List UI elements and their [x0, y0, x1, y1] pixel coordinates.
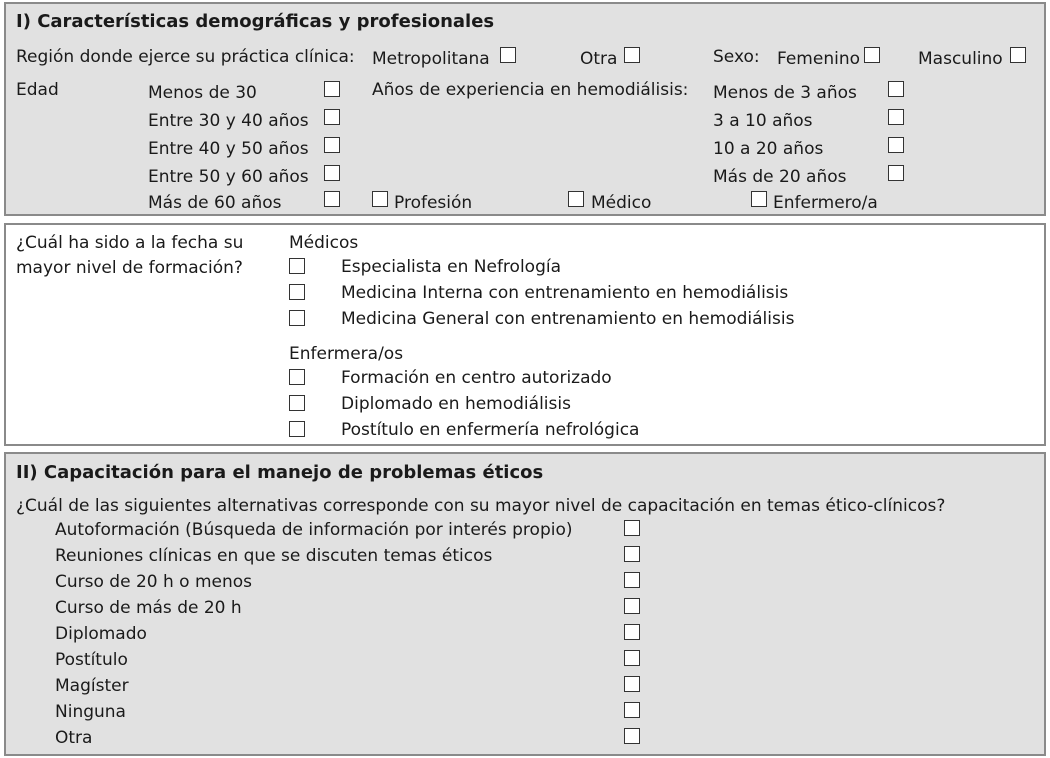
nephrology-specialist-checkbox[interactable] [289, 258, 305, 274]
sex-femenino-checkbox[interactable] [864, 47, 880, 63]
profession-option: Médico [591, 193, 652, 213]
sex-label: Sexo: [713, 47, 760, 67]
age-under-30-checkbox[interactable] [324, 81, 340, 97]
age-option: Menos de 30 [148, 83, 257, 103]
experience-3-10-checkbox[interactable] [888, 109, 904, 125]
ethics-training-section [4, 452, 1046, 756]
age-option: Entre 50 y 60 años [148, 167, 309, 187]
training-question-line-2: mayor nivel de formación? [16, 258, 243, 278]
ethics-option: Otra [55, 728, 93, 748]
age-over-60-checkbox[interactable] [324, 191, 340, 207]
nurses-option: Postítulo en enfermería nefrológica [341, 420, 640, 440]
experience-option: 3 a 10 años [713, 111, 813, 131]
experience-over-20-checkbox[interactable] [888, 165, 904, 181]
profession-option: Enfermero/a [773, 193, 878, 213]
nephrology-postgrad-checkbox[interactable] [289, 421, 305, 437]
experience-option: Más de 20 años [713, 167, 847, 187]
sex-masculino-checkbox[interactable] [1010, 47, 1026, 63]
course-20h-or-less-checkbox[interactable] [624, 572, 640, 588]
ethics-option: Curso de más de 20 h [55, 598, 242, 618]
region-otra-checkbox[interactable] [624, 47, 640, 63]
profession-enfermero-checkbox[interactable] [751, 191, 767, 207]
experience-10-20-checkbox[interactable] [888, 137, 904, 153]
doctors-option: Medicina Interna con entrenamiento en hemodiálisis [341, 283, 789, 303]
age-option: Más de 60 años [148, 193, 282, 213]
ethics-option: Autoformación (Búsqueda de información por interés propio) [55, 520, 573, 540]
profession-medico-checkbox[interactable] [568, 191, 584, 207]
ethics-option: Magíster [55, 676, 129, 696]
hemodialysis-diploma-checkbox[interactable] [289, 395, 305, 411]
training-question-line-1: ¿Cuál ha sido a la fecha su [16, 233, 244, 253]
self-training-checkbox[interactable] [624, 520, 640, 536]
doctors-option: Especialista en Nefrología [341, 257, 561, 277]
ethics-option: Diplomado [55, 624, 147, 644]
age-30-40-checkbox[interactable] [324, 109, 340, 125]
age-option: Entre 40 y 50 años [148, 139, 309, 159]
experience-option: 10 a 20 años [713, 139, 824, 159]
section-1-title: I) Características demográficas y profesionales [16, 11, 495, 32]
training-level-section [4, 223, 1046, 446]
doctors-label: Médicos [289, 233, 359, 253]
section-2-title: II) Capacitación para el manejo de problemas éticos [16, 462, 544, 483]
magister-checkbox[interactable] [624, 676, 640, 692]
clinical-meetings-checkbox[interactable] [624, 546, 640, 562]
demographics-section [4, 2, 1046, 216]
region-metropolitana-checkbox[interactable] [500, 47, 516, 63]
ethics-option: Curso de 20 h o menos [55, 572, 253, 592]
ninguna-checkbox[interactable] [624, 702, 640, 718]
diplomado-checkbox[interactable] [624, 624, 640, 640]
age-option: Entre 30 y 40 años [148, 111, 309, 131]
region-option-metropolitana: Metropolitana [372, 49, 490, 69]
nurses-option: Diplomado en hemodiálisis [341, 394, 571, 414]
profession-checkbox[interactable] [372, 191, 388, 207]
region-option-otra: Otra [580, 49, 618, 69]
experience-under-3-checkbox[interactable] [888, 81, 904, 97]
doctors-option: Medicina General con entrenamiento en hemodiálisis [341, 309, 795, 329]
age-40-50-checkbox[interactable] [324, 137, 340, 153]
profession-option: Profesión [394, 193, 473, 213]
authorized-center-checkbox[interactable] [289, 369, 305, 385]
nurses-option: Formación en centro autorizado [341, 368, 612, 388]
experience-option: Menos de 3 años [713, 83, 857, 103]
ethics-option: Reuniones clínicas en que se discuten temas éticos [55, 546, 493, 566]
otra-checkbox[interactable] [624, 728, 640, 744]
region-label: Región donde ejerce su práctica clínica: [16, 47, 355, 67]
sex-option-femenino: Femenino [777, 49, 860, 69]
sex-option-masculino: Masculino [918, 49, 1003, 69]
general-medicine-checkbox[interactable] [289, 310, 305, 326]
nurses-label: Enfermera/os [289, 344, 404, 364]
internal-medicine-checkbox[interactable] [289, 284, 305, 300]
experience-label: Años de experiencia en hemodiálisis: [372, 80, 689, 100]
ethics-option: Postítulo [55, 650, 128, 670]
postitulo-checkbox[interactable] [624, 650, 640, 666]
age-label: Edad [16, 80, 59, 100]
age-50-60-checkbox[interactable] [324, 165, 340, 181]
ethics-question: ¿Cuál de las siguientes alternativas corresponde con su mayor nivel de capacitación en temas ético-clínicos? [16, 496, 946, 516]
ethics-option: Ninguna [55, 702, 126, 722]
course-over-20h-checkbox[interactable] [624, 598, 640, 614]
